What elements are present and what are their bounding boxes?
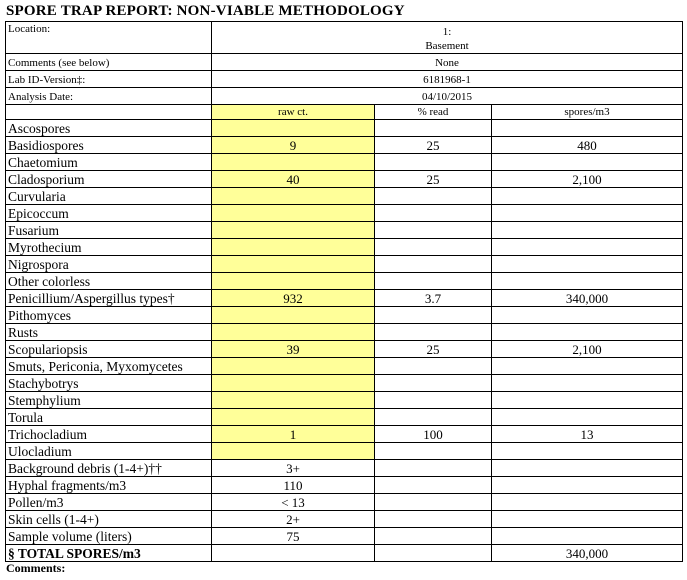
species-row bbox=[6, 358, 683, 375]
summary-blank bbox=[375, 494, 492, 511]
raw-count bbox=[212, 273, 375, 290]
location-value-line2: Basement bbox=[425, 40, 469, 52]
species-name: Torula bbox=[6, 409, 212, 426]
raw-count bbox=[212, 443, 375, 460]
percent-read bbox=[375, 443, 492, 460]
spores-per-m3: 2,100 bbox=[492, 171, 683, 188]
percent-read bbox=[375, 358, 492, 375]
species-row bbox=[6, 307, 683, 324]
spores-per-m3: 2,100 bbox=[492, 341, 683, 358]
raw-count bbox=[212, 307, 375, 324]
summary-blank bbox=[492, 460, 683, 477]
raw-count bbox=[212, 205, 375, 222]
raw-count bbox=[212, 256, 375, 273]
raw-count bbox=[212, 409, 375, 426]
species-name: Trichocladium bbox=[6, 426, 212, 443]
species-row bbox=[6, 137, 683, 154]
species-name: Other colorless bbox=[6, 273, 212, 290]
column-header-raw: raw ct. bbox=[212, 105, 375, 120]
species-name: Nigrospora bbox=[6, 256, 212, 273]
species-name: Pithomyces bbox=[6, 307, 212, 324]
percent-read: 3.7 bbox=[375, 290, 492, 307]
percent-read: 25 bbox=[375, 171, 492, 188]
spores-per-m3 bbox=[492, 324, 683, 341]
percent-read bbox=[375, 375, 492, 392]
total-label: § TOTAL SPORES/m3 bbox=[6, 545, 212, 562]
summary-blank bbox=[375, 528, 492, 545]
summary-label: Background debris (1-4+)†† bbox=[6, 460, 212, 477]
spore-trap-table bbox=[5, 21, 683, 562]
species-row bbox=[6, 205, 683, 222]
comments-label: Comments (see below) bbox=[6, 54, 212, 71]
percent-read bbox=[375, 154, 492, 171]
summary-row bbox=[6, 460, 683, 477]
species-row bbox=[6, 154, 683, 171]
location-value-line1: 1: bbox=[442, 26, 452, 38]
species-row bbox=[6, 426, 683, 443]
summary-value: 75 bbox=[212, 528, 375, 545]
summary-blank bbox=[375, 460, 492, 477]
percent-read: 25 bbox=[375, 137, 492, 154]
spores-per-m3 bbox=[492, 307, 683, 324]
summary-blank bbox=[492, 494, 683, 511]
species-name: Rusts bbox=[6, 324, 212, 341]
percent-read bbox=[375, 307, 492, 324]
comments-footer: Comments: bbox=[6, 561, 66, 575]
total-blank bbox=[212, 545, 375, 562]
summary-label: Skin cells (1-4+) bbox=[6, 511, 212, 528]
raw-count bbox=[212, 358, 375, 375]
percent-read bbox=[375, 239, 492, 256]
summary-blank bbox=[492, 477, 683, 494]
species-row bbox=[6, 273, 683, 290]
summary-row bbox=[6, 477, 683, 494]
percent-read bbox=[375, 222, 492, 239]
species-name: Stemphylium bbox=[6, 392, 212, 409]
summary-label: Pollen/m3 bbox=[6, 494, 212, 511]
spores-per-m3 bbox=[492, 222, 683, 239]
species-row bbox=[6, 239, 683, 256]
summary-value: 3+ bbox=[212, 460, 375, 477]
location-label: Location: bbox=[6, 22, 212, 54]
column-header-blank bbox=[6, 105, 212, 120]
percent-read bbox=[375, 392, 492, 409]
species-name: Penicillium/Aspergillus types† bbox=[6, 290, 212, 307]
location-value bbox=[212, 22, 683, 54]
species-row bbox=[6, 392, 683, 409]
spores-per-m3 bbox=[492, 375, 683, 392]
percent-read bbox=[375, 120, 492, 137]
raw-count bbox=[212, 222, 375, 239]
total-row bbox=[6, 545, 683, 562]
spores-per-m3 bbox=[492, 409, 683, 426]
spores-per-m3 bbox=[492, 120, 683, 137]
percent-read bbox=[375, 256, 492, 273]
percent-read bbox=[375, 273, 492, 290]
column-header-row bbox=[6, 105, 683, 120]
raw-count: 932 bbox=[212, 290, 375, 307]
percent-read bbox=[375, 205, 492, 222]
summary-value: < 13 bbox=[212, 494, 375, 511]
species-name: Epicoccum bbox=[6, 205, 212, 222]
species-name: Curvularia bbox=[6, 188, 212, 205]
summary-row bbox=[6, 494, 683, 511]
spores-per-m3 bbox=[492, 273, 683, 290]
species-row bbox=[6, 222, 683, 239]
species-name: Myrothecium bbox=[6, 239, 212, 256]
spores-per-m3 bbox=[492, 256, 683, 273]
raw-count bbox=[212, 324, 375, 341]
report-title: SPORE TRAP REPORT: NON-VIABLE METHODOLOGY bbox=[6, 3, 405, 19]
lab-id-value: 6181968-1 bbox=[212, 71, 683, 88]
percent-read bbox=[375, 324, 492, 341]
species-name: Cladosporium bbox=[6, 171, 212, 188]
summary-label: Hyphal fragments/m3 bbox=[6, 477, 212, 494]
raw-count bbox=[212, 375, 375, 392]
summary-label: Sample volume (liters) bbox=[6, 528, 212, 545]
spores-per-m3: 340,000 bbox=[492, 290, 683, 307]
species-row bbox=[6, 341, 683, 358]
species-row bbox=[6, 256, 683, 273]
raw-count: 9 bbox=[212, 137, 375, 154]
raw-count bbox=[212, 120, 375, 137]
analysis-date-value: 04/10/2015 bbox=[212, 88, 683, 105]
total-value: 340,000 bbox=[492, 545, 683, 562]
species-name: Fusarium bbox=[6, 222, 212, 239]
species-row bbox=[6, 443, 683, 460]
species-row bbox=[6, 171, 683, 188]
spores-per-m3 bbox=[492, 443, 683, 460]
raw-count bbox=[212, 188, 375, 205]
summary-blank bbox=[375, 511, 492, 528]
spores-per-m3 bbox=[492, 154, 683, 171]
species-row bbox=[6, 290, 683, 307]
raw-count: 40 bbox=[212, 171, 375, 188]
lab-id-row bbox=[6, 71, 683, 88]
analysis-date-label: Analysis Date: bbox=[6, 88, 212, 105]
raw-count bbox=[212, 239, 375, 256]
lab-id-label: Lab ID-Version‡: bbox=[6, 71, 212, 88]
comments-row bbox=[6, 54, 683, 71]
species-name: Stachybotrys bbox=[6, 375, 212, 392]
percent-read bbox=[375, 409, 492, 426]
spores-per-m3 bbox=[492, 188, 683, 205]
raw-count bbox=[212, 154, 375, 171]
column-header-spores: spores/m3 bbox=[492, 105, 683, 120]
analysis-date-row bbox=[6, 88, 683, 105]
species-name: Scopulariopsis bbox=[6, 341, 212, 358]
percent-read bbox=[375, 188, 492, 205]
species-name: Smuts, Periconia, Myxomycetes bbox=[6, 358, 212, 375]
summary-row bbox=[6, 528, 683, 545]
summary-value: 110 bbox=[212, 477, 375, 494]
percent-read: 25 bbox=[375, 341, 492, 358]
comments-value: None bbox=[212, 54, 683, 71]
species-row bbox=[6, 375, 683, 392]
summary-blank bbox=[492, 511, 683, 528]
raw-count: 39 bbox=[212, 341, 375, 358]
species-row bbox=[6, 188, 683, 205]
raw-count: 1 bbox=[212, 426, 375, 443]
percent-read: 100 bbox=[375, 426, 492, 443]
species-name: Ulocladium bbox=[6, 443, 212, 460]
summary-blank bbox=[375, 477, 492, 494]
column-header-read: % read bbox=[375, 105, 492, 120]
total-blank bbox=[375, 545, 492, 562]
spores-per-m3: 13 bbox=[492, 426, 683, 443]
summary-value: 2+ bbox=[212, 511, 375, 528]
summary-blank bbox=[492, 528, 683, 545]
species-row bbox=[6, 120, 683, 137]
species-name: Chaetomium bbox=[6, 154, 212, 171]
spores-per-m3 bbox=[492, 239, 683, 256]
species-row bbox=[6, 409, 683, 426]
raw-count bbox=[212, 392, 375, 409]
species-name: Basidiospores bbox=[6, 137, 212, 154]
spores-per-m3: 480 bbox=[492, 137, 683, 154]
species-row bbox=[6, 324, 683, 341]
summary-row bbox=[6, 511, 683, 528]
spores-per-m3 bbox=[492, 392, 683, 409]
location-row bbox=[6, 22, 683, 54]
spores-per-m3 bbox=[492, 358, 683, 375]
spores-per-m3 bbox=[492, 205, 683, 222]
species-name: Ascospores bbox=[6, 120, 212, 137]
